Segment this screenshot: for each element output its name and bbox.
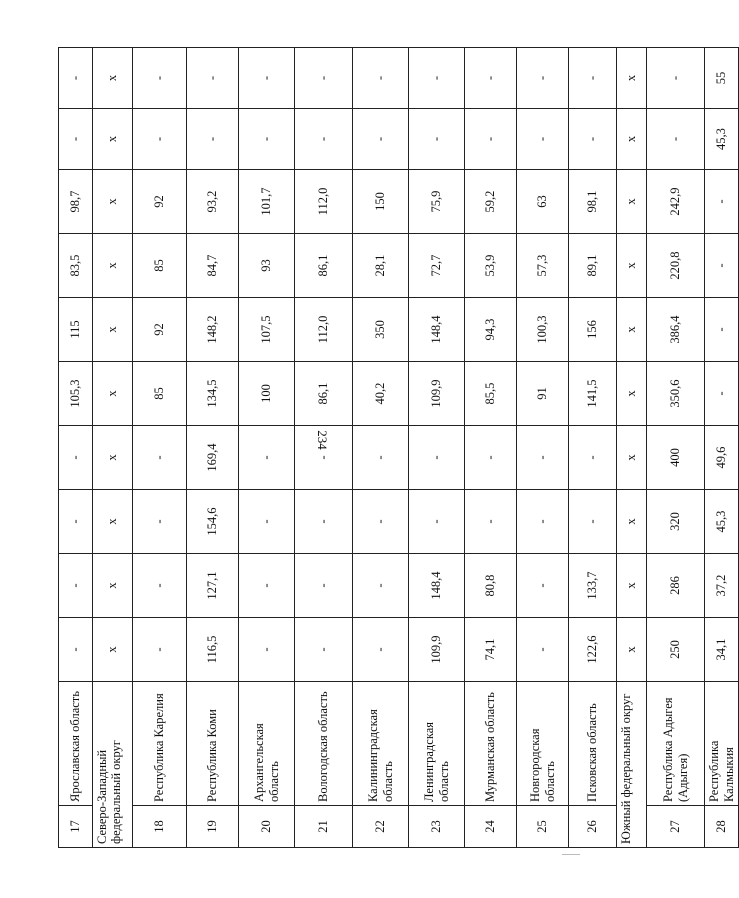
row-number-cell: 20	[239, 806, 295, 848]
value-cell: x	[93, 362, 133, 426]
value-cell: 115	[59, 298, 93, 362]
value-cell: -	[705, 170, 739, 234]
value-cell: 93	[239, 234, 295, 298]
value-cell: 85	[133, 234, 187, 298]
value-cell: -	[517, 490, 569, 554]
value-cell: 242,9	[647, 170, 705, 234]
value-cell: -	[295, 618, 353, 682]
value-cell: 107,5	[239, 298, 295, 362]
region-name-cell: Архангельская область	[239, 682, 295, 806]
table-row	[133, 48, 187, 848]
value-cell: -	[465, 490, 517, 554]
region-name-cell: Ленинградская область	[409, 682, 465, 806]
value-cell: 91	[517, 362, 569, 426]
region-name-cell: Вологодская область	[295, 682, 353, 806]
value-cell: x	[93, 48, 133, 109]
value-cell: 57,3	[517, 234, 569, 298]
region-name-cell: Республика Карелия	[133, 682, 187, 806]
value-cell: -	[133, 554, 187, 618]
value-cell: -	[133, 426, 187, 490]
value-cell: 133,7	[569, 554, 617, 618]
value-cell: -	[353, 618, 409, 682]
data-table	[58, 47, 739, 848]
table-row	[239, 48, 295, 848]
value-cell: -	[465, 48, 517, 109]
value-cell: -	[409, 490, 465, 554]
value-cell: -	[187, 109, 239, 170]
value-cell: -	[295, 48, 353, 109]
value-cell: 86,1	[295, 234, 353, 298]
value-cell: -	[187, 48, 239, 109]
value-cell: 49,6	[705, 426, 739, 490]
scan-mark	[562, 854, 580, 858]
value-cell: 350	[353, 298, 409, 362]
value-cell: 85	[133, 362, 187, 426]
value-cell: x	[617, 426, 647, 490]
value-cell: 109,9	[409, 362, 465, 426]
value-cell: 141,5	[569, 362, 617, 426]
region-name-cell: Новгородская область	[517, 682, 569, 806]
row-number-cell: 24	[465, 806, 517, 848]
value-cell: -	[59, 48, 93, 109]
value-cell: 116,5	[187, 618, 239, 682]
row-number-cell: 18	[133, 806, 187, 848]
value-cell: x	[93, 618, 133, 682]
value-cell: -	[517, 618, 569, 682]
value-cell: -	[59, 426, 93, 490]
value-cell: 154,6	[187, 490, 239, 554]
value-cell: 112,0	[295, 170, 353, 234]
table-row	[353, 48, 409, 848]
table-row	[409, 48, 465, 848]
value-cell: x	[93, 426, 133, 490]
table-row	[705, 48, 739, 848]
value-cell: 134,5	[187, 362, 239, 426]
value-cell: -	[133, 618, 187, 682]
value-cell: -	[705, 298, 739, 362]
value-cell: -	[647, 109, 705, 170]
row-number-cell: 22	[353, 806, 409, 848]
section-name-cell: Южный федеральный округ	[617, 682, 647, 848]
value-cell: -	[59, 490, 93, 554]
section-row	[93, 48, 133, 848]
value-cell: 100	[239, 362, 295, 426]
value-cell: 93,2	[187, 170, 239, 234]
value-cell: 80,8	[465, 554, 517, 618]
value-cell: 85,5	[465, 362, 517, 426]
row-number-cell: 25	[517, 806, 569, 848]
value-cell: x	[617, 109, 647, 170]
region-name-cell: Мурманская область	[465, 682, 517, 806]
region-name-cell: Республика Коми	[187, 682, 239, 806]
value-cell: 169,4	[187, 426, 239, 490]
value-cell: 220,8	[647, 234, 705, 298]
value-cell: 94,3	[465, 298, 517, 362]
value-cell: 320	[647, 490, 705, 554]
row-number-cell: 17	[59, 806, 93, 848]
value-cell: -	[647, 48, 705, 109]
value-cell: 75,9	[409, 170, 465, 234]
value-cell: x	[93, 490, 133, 554]
value-cell: 92	[133, 170, 187, 234]
value-cell: -	[409, 109, 465, 170]
region-name-cell: Псковская область	[569, 682, 617, 806]
value-cell: -	[569, 109, 617, 170]
value-cell: 34,1	[705, 618, 739, 682]
value-cell: 148,4	[409, 298, 465, 362]
value-cell: 74,1	[465, 618, 517, 682]
value-cell: x	[93, 234, 133, 298]
value-cell: -	[295, 490, 353, 554]
value-cell: 45,3	[705, 109, 739, 170]
value-cell: -	[295, 426, 353, 490]
value-cell: x	[617, 618, 647, 682]
value-cell: 92	[133, 298, 187, 362]
value-cell: 400	[647, 426, 705, 490]
value-cell: 109,9	[409, 618, 465, 682]
value-cell: -	[353, 490, 409, 554]
value-cell: -	[239, 554, 295, 618]
value-cell: x	[617, 490, 647, 554]
value-cell: -	[295, 554, 353, 618]
value-cell: -	[59, 554, 93, 618]
value-cell: 105,3	[59, 362, 93, 426]
data-table-container	[58, 48, 736, 848]
value-cell: x	[617, 554, 647, 618]
row-number-cell: 21	[295, 806, 353, 848]
table-row	[517, 48, 569, 848]
value-cell: 55	[705, 48, 739, 109]
value-cell: 350,6	[647, 362, 705, 426]
value-cell: 100,3	[517, 298, 569, 362]
section-name-cell: Северо-Западный федеральный округ	[93, 682, 133, 848]
value-cell: x	[617, 298, 647, 362]
value-cell: -	[133, 48, 187, 109]
value-cell: -	[353, 426, 409, 490]
page-number: 234	[315, 430, 330, 450]
value-cell: x	[93, 298, 133, 362]
value-cell: -	[705, 362, 739, 426]
value-cell: -	[569, 426, 617, 490]
value-cell: -	[569, 48, 617, 109]
value-cell: 45,3	[705, 490, 739, 554]
value-cell: -	[133, 109, 187, 170]
row-number-cell: 28	[705, 806, 739, 848]
value-cell: 127,1	[187, 554, 239, 618]
value-cell: 386,4	[647, 298, 705, 362]
value-cell: x	[93, 554, 133, 618]
value-cell: 37,2	[705, 554, 739, 618]
value-cell: -	[353, 109, 409, 170]
value-cell: 53,9	[465, 234, 517, 298]
value-cell: 72,7	[409, 234, 465, 298]
value-cell: -	[353, 554, 409, 618]
value-cell: -	[239, 426, 295, 490]
value-cell: -	[353, 48, 409, 109]
table-row	[187, 48, 239, 848]
value-cell: 148,2	[187, 298, 239, 362]
value-cell: -	[409, 48, 465, 109]
row-number-cell: 23	[409, 806, 465, 848]
value-cell: -	[517, 109, 569, 170]
value-cell: 101,7	[239, 170, 295, 234]
value-cell: -	[59, 109, 93, 170]
value-cell: 84,7	[187, 234, 239, 298]
table-row	[647, 48, 705, 848]
value-cell: -	[705, 234, 739, 298]
value-cell: -	[239, 109, 295, 170]
value-cell: -	[409, 426, 465, 490]
value-cell: -	[569, 490, 617, 554]
value-cell: 250	[647, 618, 705, 682]
value-cell: x	[93, 170, 133, 234]
value-cell: -	[517, 554, 569, 618]
table-row	[569, 48, 617, 848]
region-name-cell: Калининградская область	[353, 682, 409, 806]
value-cell: x	[617, 362, 647, 426]
region-name-cell: Республика Адыгея (Адыгея)	[647, 682, 705, 806]
value-cell: 286	[647, 554, 705, 618]
value-cell: 156	[569, 298, 617, 362]
value-cell: 122,6	[569, 618, 617, 682]
value-cell: -	[517, 48, 569, 109]
value-cell: -	[239, 618, 295, 682]
value-cell: x	[617, 48, 647, 109]
value-cell: 40,2	[353, 362, 409, 426]
value-cell: -	[517, 426, 569, 490]
value-cell: -	[465, 426, 517, 490]
value-cell: 83,5	[59, 234, 93, 298]
value-cell: x	[617, 170, 647, 234]
value-cell: -	[295, 109, 353, 170]
table-row	[295, 48, 353, 848]
table-row	[465, 48, 517, 848]
section-row	[617, 48, 647, 848]
value-cell: x	[617, 234, 647, 298]
value-cell: 148,4	[409, 554, 465, 618]
value-cell: -	[239, 48, 295, 109]
value-cell: 112,0	[295, 298, 353, 362]
value-cell: -	[239, 490, 295, 554]
value-cell: 86,1	[295, 362, 353, 426]
value-cell: -	[133, 490, 187, 554]
value-cell: 150	[353, 170, 409, 234]
value-cell: 28,1	[353, 234, 409, 298]
value-cell: 63	[517, 170, 569, 234]
value-cell: -	[465, 109, 517, 170]
value-cell: 98,7	[59, 170, 93, 234]
value-cell: 59,2	[465, 170, 517, 234]
table-row	[59, 48, 93, 848]
region-name-cell: Республика Калмыкия	[705, 682, 739, 806]
value-cell: x	[93, 109, 133, 170]
value-cell: -	[59, 618, 93, 682]
value-cell: 98,1	[569, 170, 617, 234]
row-number-cell: 19	[187, 806, 239, 848]
region-name-cell: Ярославская область	[59, 682, 93, 806]
row-number-cell: 26	[569, 806, 617, 848]
row-number-cell: 27	[647, 806, 705, 848]
value-cell: 89,1	[569, 234, 617, 298]
